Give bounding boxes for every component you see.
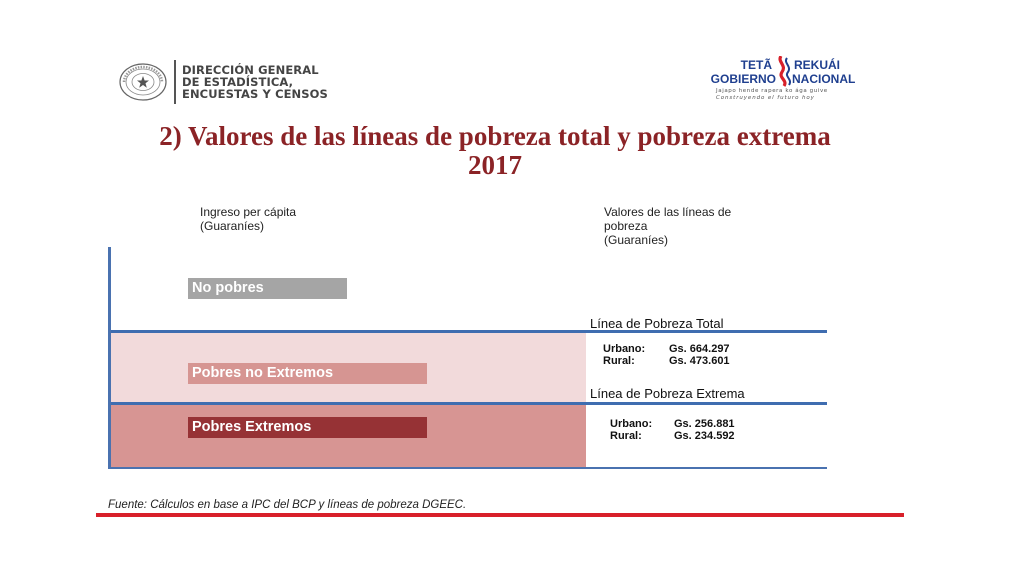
- right-column-label-line-2: pobreza: [604, 219, 648, 233]
- logo-divider: [174, 60, 176, 104]
- total-rural-value: Gs. 473.601: [669, 355, 730, 367]
- extreme-rural-value: Gs. 234.592: [674, 430, 735, 442]
- gov-logo-line1-left: TETÃ: [740, 58, 772, 72]
- gov-logo-tagline-2: Construyendo el futuro hoy: [716, 95, 815, 101]
- left-column-label-line-1: Ingreso per cápita: [200, 205, 297, 219]
- total-line-values: [603, 343, 730, 367]
- national-seal-icon: [118, 62, 168, 102]
- extreme-rural-row: [610, 430, 735, 442]
- total-rural-label: Rural:: [603, 355, 635, 367]
- gov-logo-ribbon-red: [780, 56, 785, 86]
- category-no-pobres: No pobres: [188, 278, 347, 299]
- gov-logo-line1-right: REKUÁI: [794, 58, 841, 72]
- right-column-label-line-3: (Guaraníes): [604, 233, 669, 247]
- diagram-baseline: [111, 467, 827, 469]
- category-pobres-extremos: Pobres Extremos: [188, 417, 427, 438]
- extreme-urbano-label: Urbano:: [610, 418, 653, 430]
- institution-line-2: DE ESTADÍSTICA,: [182, 75, 294, 89]
- extreme-urbano-row: [610, 418, 735, 430]
- total-line-label: Línea de Pobreza Total: [590, 316, 724, 331]
- page-title: [0, 122, 990, 180]
- income-axis: [108, 247, 111, 469]
- gov-logo-line2-right: NACIONAL: [792, 72, 856, 86]
- extreme-line-values: [610, 418, 735, 442]
- total-urbano-row: [603, 343, 730, 355]
- category-pobres-no-extremos: Pobres no Extremos: [188, 363, 427, 384]
- title-line-1: 2) Valores de las líneas de pobreza total y pobreza extrema: [159, 121, 831, 151]
- extreme-line-label: Línea de Pobreza Extrema: [590, 386, 745, 401]
- left-column-label-line-2: (Guaraníes): [200, 219, 265, 233]
- government-logo: [708, 56, 878, 102]
- total-rural-row: [603, 355, 730, 367]
- gov-logo-tagline-1: Jajapo hende rapera ko ága guive: [716, 88, 828, 94]
- extreme-rural-label: Rural:: [610, 430, 642, 442]
- total-urbano-value: Gs. 664.297: [669, 343, 730, 355]
- source-note: Fuente: Cálculos en base a IPC del BCP y líneas de pobreza DGEEC.: [108, 499, 467, 511]
- footer-red-rule: [96, 513, 904, 517]
- right-column-label-line-1: Valores de las líneas de: [604, 205, 732, 219]
- left-column-label: [200, 205, 380, 233]
- extreme-poverty-line: [111, 402, 827, 405]
- title-line-2: 2017: [468, 150, 522, 180]
- gov-logo-line2-left: GOBIERNO: [710, 72, 776, 86]
- institution-line-1: DIRECCIÓN GENERAL: [182, 63, 319, 77]
- institution-line-3: ENCUESTAS Y CENSOS: [182, 87, 328, 101]
- gov-logo-ribbon-blue: [786, 58, 790, 85]
- extreme-urbano-value: Gs. 256.881: [674, 418, 735, 430]
- institution-name: [182, 64, 328, 100]
- right-column-label: [604, 205, 794, 247]
- total-urbano-label: Urbano:: [603, 343, 646, 355]
